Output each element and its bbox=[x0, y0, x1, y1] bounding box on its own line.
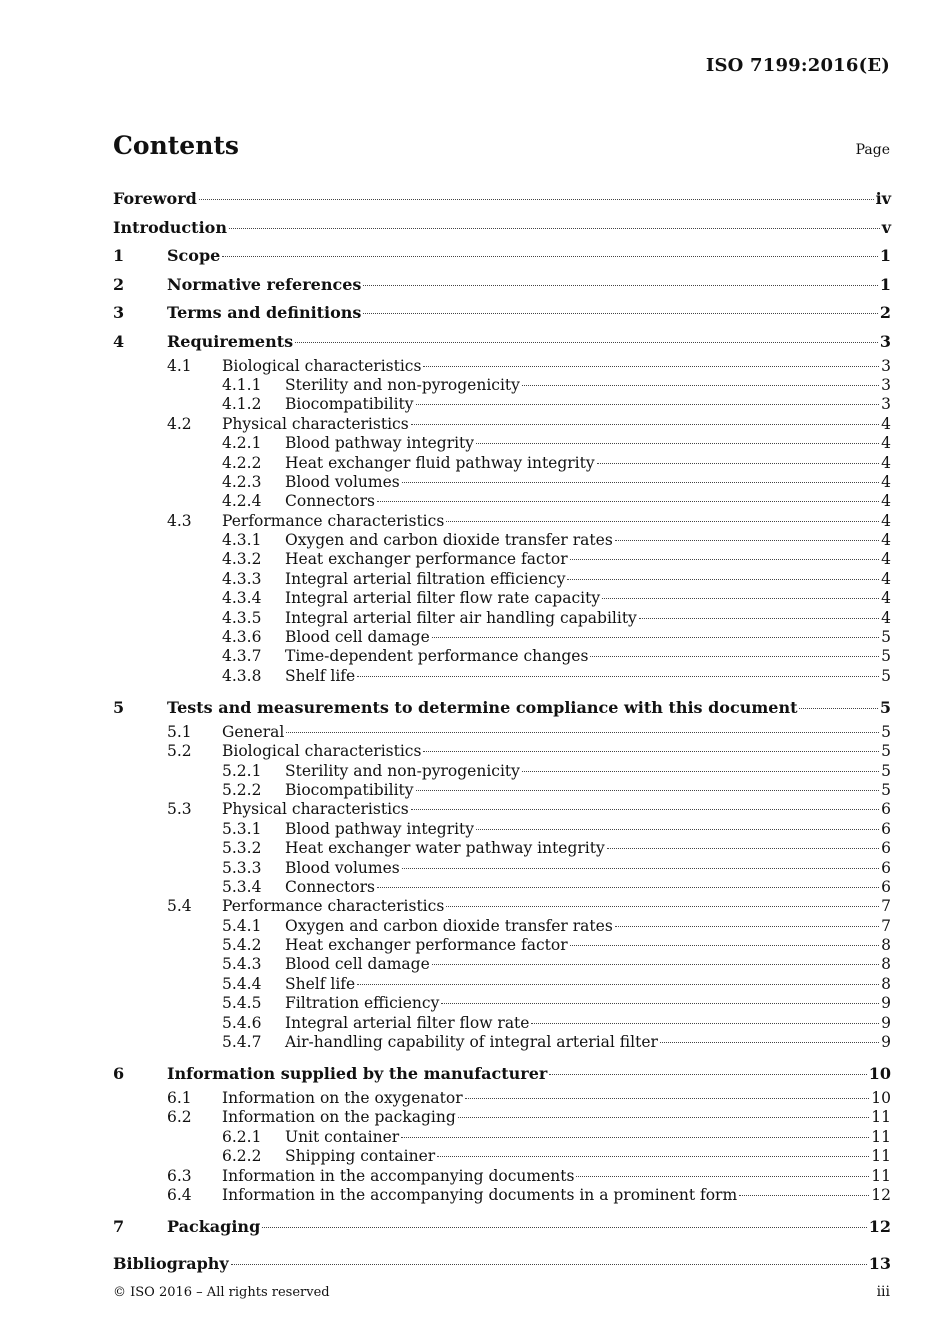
dot-leader bbox=[229, 228, 880, 229]
dot-leader bbox=[411, 424, 879, 425]
toc-entry-number: 5.2.1 bbox=[222, 761, 262, 780]
dot-leader bbox=[590, 656, 879, 657]
toc-entry-page: 4 bbox=[881, 569, 891, 588]
dot-leader bbox=[363, 313, 877, 314]
toc-entry-number: 5.3.1 bbox=[222, 819, 262, 838]
toc-entry-number: 5 bbox=[113, 698, 125, 718]
toc-entry-page: v bbox=[881, 217, 891, 237]
toc-entry-title: Physical characteristics bbox=[222, 414, 409, 433]
toc-entry-title: Performance characteristics bbox=[222, 511, 445, 530]
toc-entry-page: 4 bbox=[881, 472, 891, 491]
toc-entry-page: 5 bbox=[881, 780, 891, 799]
dot-leader bbox=[639, 618, 879, 619]
toc-entry-number: 5.4 bbox=[167, 897, 192, 916]
toc-entry-page: 5 bbox=[879, 698, 891, 718]
toc-entry-number: 6.2 bbox=[167, 1108, 192, 1127]
toc-entry-title: Shelf life bbox=[285, 974, 356, 993]
toc-entry[interactable] bbox=[113, 647, 891, 666]
toc-entry-number: 5.3.2 bbox=[222, 839, 262, 858]
dot-leader bbox=[799, 708, 877, 709]
toc-entry-number: 5.4.4 bbox=[222, 974, 262, 993]
dot-leader bbox=[739, 1195, 869, 1196]
toc-entry[interactable] bbox=[113, 512, 891, 531]
toc-entry-title: Physical characteristics bbox=[222, 800, 409, 819]
toc-entry-title: Information supplied by the manufacturer bbox=[167, 1064, 548, 1084]
toc-entry-number: 4.3.4 bbox=[222, 589, 262, 608]
toc-entry[interactable] bbox=[113, 1108, 891, 1127]
toc-entry-title: Oxygen and carbon dioxide transfer rates bbox=[285, 531, 613, 550]
toc-entry-title: Time-dependent performance changes bbox=[285, 647, 589, 666]
toc-entry-number: 5.4.7 bbox=[222, 1033, 262, 1052]
toc-entry-title: Packaging bbox=[167, 1217, 261, 1237]
toc-entry[interactable] bbox=[113, 376, 891, 395]
toc-entry-number: 5.3.3 bbox=[222, 858, 262, 877]
toc-entry-title: Bibliography bbox=[113, 1253, 229, 1273]
dot-leader bbox=[231, 1264, 867, 1265]
toc-entry-number: 4.1.1 bbox=[222, 375, 262, 394]
toc-entry-page: 4 bbox=[881, 414, 891, 433]
toc-entry-title: Unit container bbox=[285, 1127, 400, 1146]
toc-entry-number: 6.2.1 bbox=[222, 1127, 262, 1146]
toc-entry-page: 10 bbox=[868, 1064, 891, 1084]
toc-entry-number: 4.3.1 bbox=[222, 531, 262, 550]
toc-entry-title: Integral arterial filter air handling capability bbox=[285, 608, 637, 627]
toc-entry-number: 5.3.4 bbox=[222, 877, 262, 896]
dot-leader bbox=[476, 443, 879, 444]
toc-entry[interactable] bbox=[113, 1060, 891, 1089]
toc-entry-title: Blood cell damage bbox=[285, 628, 430, 647]
toc-entry-page: 7 bbox=[881, 897, 891, 916]
dot-leader bbox=[402, 482, 879, 483]
dot-leader bbox=[597, 463, 879, 464]
toc-entry-number: 4.3.6 bbox=[222, 628, 262, 647]
toc-entry[interactable] bbox=[113, 878, 891, 897]
dot-leader bbox=[522, 385, 879, 386]
toc-entry-title: Tests and measurements to determine compliance with this document bbox=[167, 698, 798, 718]
toc-entry-page: 6 bbox=[881, 800, 891, 819]
dot-leader bbox=[476, 829, 879, 830]
toc-entry-title: Biological characteristics bbox=[222, 356, 422, 375]
toc-entry-title: Connectors bbox=[285, 877, 375, 896]
toc-entry[interactable] bbox=[113, 1186, 891, 1205]
toc-entry[interactable] bbox=[113, 271, 891, 300]
toc-entry-title: Performance characteristics bbox=[222, 897, 445, 916]
toc-entry[interactable] bbox=[113, 1033, 891, 1052]
toc-entry[interactable] bbox=[113, 609, 891, 628]
toc-entry-number: 4.3.3 bbox=[222, 569, 262, 588]
toc-entry-title: Integral arterial filtration efficiency bbox=[285, 569, 566, 588]
toc-entry[interactable] bbox=[113, 1250, 891, 1279]
toc-entry-title: Biocompatibility bbox=[285, 780, 414, 799]
dot-leader bbox=[607, 848, 879, 849]
toc-entry-number: 4.3.2 bbox=[222, 550, 262, 569]
dot-leader bbox=[437, 1156, 869, 1157]
toc-entry-page: 11 bbox=[871, 1166, 891, 1185]
toc-entry[interactable] bbox=[113, 434, 891, 453]
toc-entry[interactable] bbox=[113, 1167, 891, 1186]
contents-title: Contents bbox=[113, 131, 240, 160]
toc-entry[interactable] bbox=[113, 492, 891, 511]
toc-entry-title: Information on the packaging bbox=[222, 1108, 456, 1127]
toc-entry-page: 12 bbox=[868, 1217, 891, 1237]
toc-entry-number: 5.4.2 bbox=[222, 936, 262, 955]
toc-entry-page: 9 bbox=[881, 1013, 891, 1032]
toc-entry[interactable] bbox=[113, 1128, 891, 1147]
dot-leader bbox=[357, 676, 879, 677]
toc-entry-number: 5.4.1 bbox=[222, 916, 262, 935]
toc-entry-page: 6 bbox=[881, 819, 891, 838]
toc-entry-number: 4.2.1 bbox=[222, 434, 262, 453]
toc-entry-title: Normative references bbox=[167, 274, 362, 294]
toc-entry-title: Oxygen and carbon dioxide transfer rates bbox=[285, 916, 613, 935]
toc-entry-title: Requirements bbox=[167, 331, 294, 351]
toc-entry[interactable] bbox=[113, 762, 891, 781]
toc-entry-title: Biological characteristics bbox=[222, 742, 422, 761]
toc-entry-page: 4 bbox=[881, 434, 891, 453]
toc-entry-title: Blood cell damage bbox=[285, 955, 430, 974]
toc-entry[interactable] bbox=[113, 454, 891, 473]
toc-entry[interactable] bbox=[113, 1089, 891, 1108]
toc-entry-page: 5 bbox=[881, 761, 891, 780]
toc-entry-page: 8 bbox=[881, 936, 891, 955]
toc-entry[interactable] bbox=[113, 299, 891, 328]
toc-entry-page: 10 bbox=[871, 1089, 891, 1108]
toc-entry-page: 13 bbox=[868, 1253, 891, 1273]
toc-entry-page: 8 bbox=[881, 974, 891, 993]
toc-entry-title: Heat exchanger water pathway integrity bbox=[285, 839, 605, 858]
dot-leader bbox=[416, 790, 880, 791]
toc-entry-page: 3 bbox=[881, 395, 891, 414]
toc-entry-title: Shipping container bbox=[285, 1147, 436, 1166]
toc-entry-page: 11 bbox=[871, 1108, 891, 1127]
toc-entry-title: Air-handling capability of integral arterial filter bbox=[285, 1033, 658, 1052]
toc-entry-number: 5.2.2 bbox=[222, 780, 262, 799]
dot-leader bbox=[295, 342, 878, 343]
toc-entry-title: Information in the accompanying documents in a prominent form bbox=[222, 1185, 738, 1204]
toc-entry-number: 6.2.2 bbox=[222, 1147, 262, 1166]
toc-entry-page: 2 bbox=[879, 303, 891, 323]
toc-entry-page: 9 bbox=[881, 1033, 891, 1052]
dot-leader bbox=[660, 1042, 879, 1043]
dot-leader bbox=[416, 404, 880, 405]
toc-entry-page: 4 bbox=[881, 492, 891, 511]
toc-entry-page: 1 bbox=[879, 246, 891, 266]
toc-entry-title: Heat exchanger performance factor bbox=[285, 550, 568, 569]
toc-entry-page: 6 bbox=[881, 858, 891, 877]
toc-entry-page: iv bbox=[875, 189, 891, 208]
toc-entry[interactable] bbox=[113, 628, 891, 647]
toc-entry-page: 4 bbox=[881, 453, 891, 472]
toc-entry-title: Introduction bbox=[113, 217, 227, 237]
toc-entry-page: 1 bbox=[879, 274, 891, 294]
dot-leader bbox=[458, 1117, 870, 1118]
toc-entry-page: 9 bbox=[881, 994, 891, 1013]
dot-leader bbox=[363, 285, 877, 286]
toc-entry-number: 2 bbox=[113, 274, 125, 294]
dot-leader bbox=[446, 906, 879, 907]
page-column-label: Page bbox=[855, 142, 890, 158]
dot-leader bbox=[446, 521, 879, 522]
dot-leader bbox=[602, 598, 879, 599]
toc-entry-number: 5.4.3 bbox=[222, 955, 262, 974]
toc-entry-number: 4.1 bbox=[167, 356, 192, 375]
dot-leader bbox=[531, 1023, 879, 1024]
toc-entry-title: Blood volumes bbox=[285, 472, 400, 491]
dot-leader bbox=[441, 1003, 879, 1004]
toc-entry[interactable] bbox=[113, 214, 891, 243]
toc-entry-number: 1 bbox=[113, 246, 125, 266]
dot-leader bbox=[262, 1227, 866, 1228]
table-of-contents bbox=[113, 185, 891, 1279]
toc-entry-page: 5 bbox=[881, 647, 891, 666]
toc-entry[interactable] bbox=[113, 1014, 891, 1033]
toc-entry-page: 6 bbox=[881, 839, 891, 858]
dot-leader bbox=[286, 732, 879, 733]
footer-copyright: © ISO 2016 – All rights reserved bbox=[113, 1285, 330, 1300]
toc-entry[interactable] bbox=[113, 550, 891, 569]
toc-entry[interactable] bbox=[113, 723, 891, 742]
toc-entry-title: Connectors bbox=[285, 492, 375, 511]
toc-entry[interactable] bbox=[113, 781, 891, 800]
toc-entry-number: 6.3 bbox=[167, 1166, 192, 1185]
toc-entry-number: 5.4.5 bbox=[222, 994, 262, 1013]
dot-leader bbox=[423, 366, 879, 367]
toc-entry-title: Heat exchanger fluid pathway integrity bbox=[285, 453, 595, 472]
footer-page-number: iii bbox=[876, 1284, 890, 1300]
toc-entry[interactable] bbox=[113, 415, 891, 434]
toc-entry-page: 5 bbox=[881, 666, 891, 685]
dot-leader bbox=[432, 637, 879, 638]
toc-entry-title: Sterility and non-pyrogenicity bbox=[285, 761, 520, 780]
dot-leader bbox=[465, 1098, 870, 1099]
toc-entry-page: 4 bbox=[881, 589, 891, 608]
toc-entry[interactable] bbox=[113, 955, 891, 974]
toc-entry[interactable] bbox=[113, 1147, 891, 1166]
toc-entry-page: 11 bbox=[871, 1147, 891, 1166]
toc-entry-number: 3 bbox=[113, 303, 125, 323]
toc-entry[interactable] bbox=[113, 185, 891, 214]
toc-entry[interactable] bbox=[113, 1213, 891, 1242]
dot-leader bbox=[570, 945, 879, 946]
toc-entry-page: 6 bbox=[881, 877, 891, 896]
toc-entry-page: 5 bbox=[881, 628, 891, 647]
toc-entry[interactable] bbox=[113, 395, 891, 414]
toc-entry-page: 4 bbox=[881, 608, 891, 627]
dot-leader bbox=[411, 809, 879, 810]
toc-entry-number: 5.4.6 bbox=[222, 1013, 262, 1032]
toc-entry[interactable] bbox=[113, 742, 891, 761]
toc-entry-title: Information on the oxygenator bbox=[222, 1089, 463, 1108]
toc-entry-title: Blood pathway integrity bbox=[285, 434, 475, 453]
toc-entry-page: 5 bbox=[881, 722, 891, 741]
toc-entry[interactable] bbox=[113, 820, 891, 839]
toc-entry-number: 4.1.2 bbox=[222, 395, 262, 414]
toc-entry-number: 4.2 bbox=[167, 414, 192, 433]
dot-leader bbox=[522, 771, 879, 772]
toc-entry[interactable] bbox=[113, 936, 891, 955]
dot-leader bbox=[567, 579, 879, 580]
dot-leader bbox=[423, 751, 879, 752]
toc-entry[interactable] bbox=[113, 531, 891, 550]
toc-entry-title: Terms and definitions bbox=[167, 303, 362, 323]
toc-entry[interactable] bbox=[113, 800, 891, 819]
toc-entry-number: 5.1 bbox=[167, 722, 192, 741]
dot-leader bbox=[576, 1176, 869, 1177]
toc-entry[interactable] bbox=[113, 917, 891, 936]
dot-leader bbox=[377, 887, 879, 888]
toc-entry-title: Sterility and non-pyrogenicity bbox=[285, 375, 520, 394]
toc-entry-title: Integral arterial filter flow rate capacity bbox=[285, 589, 601, 608]
toc-entry-title: Scope bbox=[167, 246, 221, 266]
toc-entry-title: Heat exchanger performance factor bbox=[285, 936, 568, 955]
toc-entry-title: Blood volumes bbox=[285, 858, 400, 877]
toc-entry[interactable] bbox=[113, 897, 891, 916]
toc-entry[interactable] bbox=[113, 859, 891, 878]
toc-entry-number: 4 bbox=[113, 331, 125, 351]
dot-leader bbox=[377, 501, 879, 502]
toc-entry-title: Information in the accompanying documents bbox=[222, 1166, 575, 1185]
toc-entry[interactable] bbox=[113, 694, 891, 723]
toc-entry-page: 7 bbox=[881, 916, 891, 935]
dot-leader bbox=[199, 199, 874, 200]
toc-entry[interactable] bbox=[113, 328, 891, 357]
dot-leader bbox=[549, 1074, 866, 1075]
toc-entry-number: 5.3 bbox=[167, 800, 192, 819]
toc-entry[interactable] bbox=[113, 975, 891, 994]
dot-leader bbox=[615, 540, 879, 541]
toc-entry[interactable] bbox=[113, 357, 891, 376]
toc-entry-number: 4.2.3 bbox=[222, 472, 262, 491]
dot-leader bbox=[570, 559, 879, 560]
toc-entry-number: 4.3.5 bbox=[222, 608, 262, 627]
toc-entry-number: 5.2 bbox=[167, 742, 192, 761]
toc-entry[interactable] bbox=[113, 667, 891, 686]
toc-entry-page: 4 bbox=[881, 531, 891, 550]
toc-entry[interactable] bbox=[113, 570, 891, 589]
dot-leader bbox=[402, 868, 879, 869]
toc-entry[interactable] bbox=[113, 589, 891, 608]
toc-entry-number: 6.1 bbox=[167, 1089, 192, 1108]
toc-entry-page: 11 bbox=[871, 1127, 891, 1146]
toc-entry-title: Shelf life bbox=[285, 666, 356, 685]
toc-entry-number: 4.3 bbox=[167, 511, 192, 530]
toc-entry-number: 4.3.7 bbox=[222, 647, 262, 666]
toc-entry-page: 12 bbox=[871, 1185, 891, 1204]
dot-leader bbox=[432, 964, 879, 965]
toc-entry-title: Biocompatibility bbox=[285, 395, 414, 414]
toc-entry-title: Blood pathway integrity bbox=[285, 819, 475, 838]
toc-entry-page: 4 bbox=[881, 550, 891, 569]
toc-entry-title: Foreword bbox=[113, 189, 197, 208]
toc-entry-title: Filtration efficiency bbox=[285, 994, 440, 1013]
dot-leader bbox=[357, 984, 879, 985]
toc-entry-page: 3 bbox=[879, 331, 891, 351]
toc-entry[interactable] bbox=[113, 242, 891, 271]
toc-entry-page: 3 bbox=[881, 375, 891, 394]
toc-entry[interactable] bbox=[113, 839, 891, 858]
toc-entry-page: 4 bbox=[881, 511, 891, 530]
toc-entry-number: 4.2.2 bbox=[222, 453, 262, 472]
dot-leader bbox=[615, 926, 879, 927]
toc-entry-title: Integral arterial filter flow rate bbox=[285, 1013, 530, 1032]
toc-entry-number: 7 bbox=[113, 1217, 125, 1237]
toc-entry[interactable] bbox=[113, 473, 891, 492]
toc-entry-number: 4.2.4 bbox=[222, 492, 262, 511]
toc-entry-number: 6 bbox=[113, 1064, 125, 1084]
toc-entry-page: 8 bbox=[881, 955, 891, 974]
dot-leader bbox=[222, 256, 878, 257]
toc-entry-number: 6.4 bbox=[167, 1185, 192, 1204]
toc-entry-title: General bbox=[222, 722, 285, 741]
dot-leader bbox=[401, 1137, 869, 1138]
toc-entry-number: 4.3.8 bbox=[222, 666, 262, 685]
toc-entry-page: 3 bbox=[881, 356, 891, 375]
toc-entry[interactable] bbox=[113, 994, 891, 1013]
toc-entry-page: 5 bbox=[881, 742, 891, 761]
document-id: ISO 7199:2016(E) bbox=[705, 55, 890, 76]
